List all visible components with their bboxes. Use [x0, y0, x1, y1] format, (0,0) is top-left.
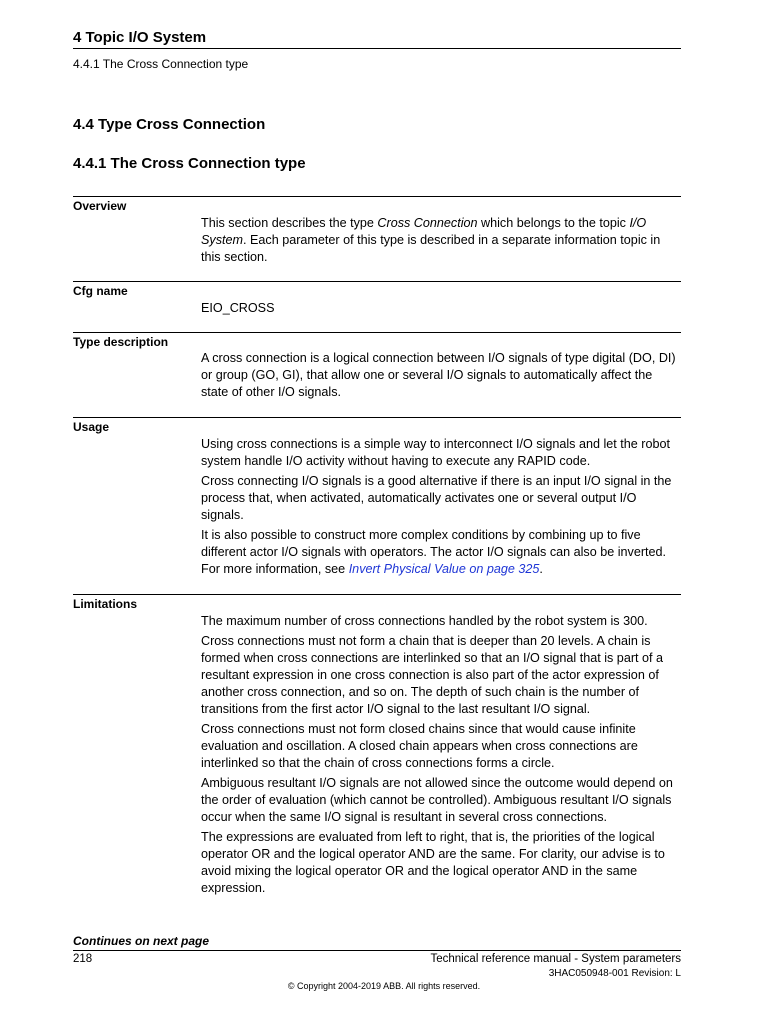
type-description-label: Type description — [73, 335, 169, 349]
document-id: 3HAC050948-001 Revision: L — [548, 968, 681, 979]
manual-title: Technical reference manual - System parameters — [430, 953, 681, 965]
subsection-heading: 4.4.1 The Cross Connection type — [73, 155, 306, 172]
divider — [73, 281, 681, 282]
divider — [73, 594, 681, 595]
overview-text: This section describes the type Cross Connection which belongs to the topic I/O System. Each parameter of this type is described in a separate information topic in this section. — [201, 216, 661, 264]
copyright: © Copyright 2004-2019 ABB. All rights reserved. — [287, 981, 481, 991]
running-subtitle: 4.4.1 The Cross Connection type — [73, 57, 249, 71]
page-number: 218 — [73, 953, 93, 965]
divider — [73, 196, 681, 197]
divider — [73, 417, 681, 418]
footer-rule — [73, 950, 681, 951]
usage-text: Using cross connections is a simple way to interconnect I/O signals and let the robot system handle I/O activity without having to execute any RAPID code. Cross connecting I/O signals is a good alternative if there is an input I/O signal in the process that, when activated, automatically activates one or several output I/O signals. It is also possible to construct more complex conditions by combining up to five different actor I/O signals with operators. The actor I/O signals can also be inverted. For more information, see Invert Physical Value on page 325. — [201, 437, 672, 576]
type-description-text: A cross connection is a logical connection between I/O signals of type digital (DO, DI) or group (GO, GI), that allow one or several I/O signals to automatically affect the state of other I/O signals. — [201, 351, 676, 399]
chapter-title: 4 Topic I/O System — [73, 29, 681, 49]
section-heading: 4.4 Type Cross Connection — [73, 116, 266, 133]
divider — [73, 332, 681, 333]
limitations-label: Limitations — [73, 597, 138, 611]
usage-label: Usage — [73, 420, 110, 434]
continues-note: Continues on next page — [73, 934, 210, 948]
invert-physical-value-link[interactable]: Invert Physical Value on page 325 — [348, 562, 540, 576]
cfg-name-value: EIO_CROSS — [201, 301, 275, 315]
limitations-text: The maximum number of cross connections handled by the robot system is 300. Cross connections must not form a chain that is deeper than 20 levels. A chain is formed when cross connections are interlinked so that an I/O signal that is part of a resultant expression in one cross connection is also part of the actor expression of another cross connection, and so on. The depth of such chain is the number of transitions from the first actor I/O signal to the last resultant I/O signal. Cross connections must not form closed chains since that would cause infinite evaluation and oscillation. A closed chain appears when cross connections are interlinked so that the chain of cross connections forms a circle. Ambiguous resultant I/O signals are not allowed since the outcome would depend on the order of evaluation (which cannot be controlled). Ambiguous resultant I/O signals occur when the same I/O signal is resultant in several cross connections. The expressions are evaluated from left to right, that is, the priorities of the logical operator OR and the logical operator AND are the same. For clarity, our advise is to avoid mixing the logical operator OR and the logical operator AND in the same expression. — [201, 614, 673, 895]
overview-label: Overview — [73, 199, 127, 213]
cfg-name-label: Cfg name — [73, 284, 128, 298]
